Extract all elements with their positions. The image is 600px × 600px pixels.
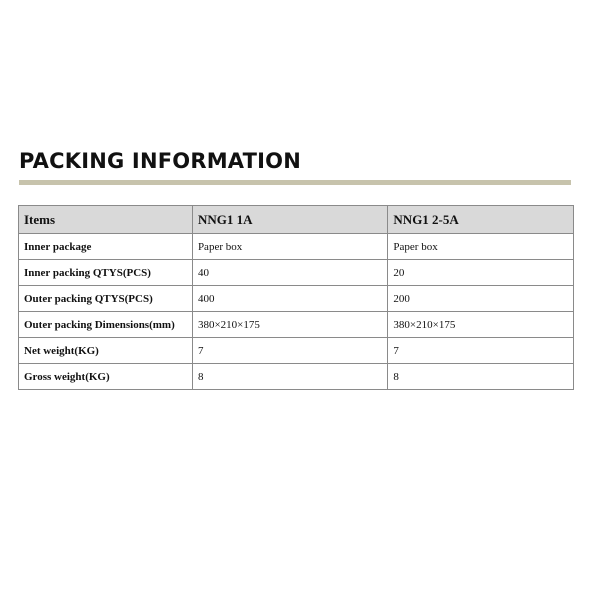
row-label: Outer packing Dimensions(mm) bbox=[19, 312, 193, 338]
table-cell: 8 bbox=[192, 364, 387, 390]
title-underline bbox=[19, 180, 571, 185]
table-row bbox=[19, 234, 574, 260]
row-label: Inner packing QTYS(PCS) bbox=[19, 260, 193, 286]
page-title: PACKING INFORMATION bbox=[19, 149, 301, 173]
table-row bbox=[19, 312, 574, 338]
table-cell: 380×210×175 bbox=[192, 312, 387, 338]
table-cell: 7 bbox=[388, 338, 574, 364]
table-cell: 400 bbox=[192, 286, 387, 312]
table-cell: 20 bbox=[388, 260, 574, 286]
table-header-row bbox=[19, 206, 574, 234]
row-label: Gross weight(KG) bbox=[19, 364, 193, 390]
row-label: Inner package bbox=[19, 234, 193, 260]
table-row bbox=[19, 364, 574, 390]
table-cell: 40 bbox=[192, 260, 387, 286]
row-label: Outer packing QTYS(PCS) bbox=[19, 286, 193, 312]
table-cell: 7 bbox=[192, 338, 387, 364]
header-cell-items: Items bbox=[19, 206, 193, 234]
table-cell: Paper box bbox=[192, 234, 387, 260]
row-label: Net weight(KG) bbox=[19, 338, 193, 364]
packing-table bbox=[18, 205, 574, 390]
table-cell: 380×210×175 bbox=[388, 312, 574, 338]
table-cell: 200 bbox=[388, 286, 574, 312]
table-row bbox=[19, 260, 574, 286]
table-row bbox=[19, 338, 574, 364]
table-cell: 8 bbox=[388, 364, 574, 390]
table-row bbox=[19, 286, 574, 312]
header-cell-model-1a: NNG1 1A bbox=[192, 206, 387, 234]
table-cell: Paper box bbox=[388, 234, 574, 260]
header-cell-model-2-5a: NNG1 2-5A bbox=[388, 206, 574, 234]
